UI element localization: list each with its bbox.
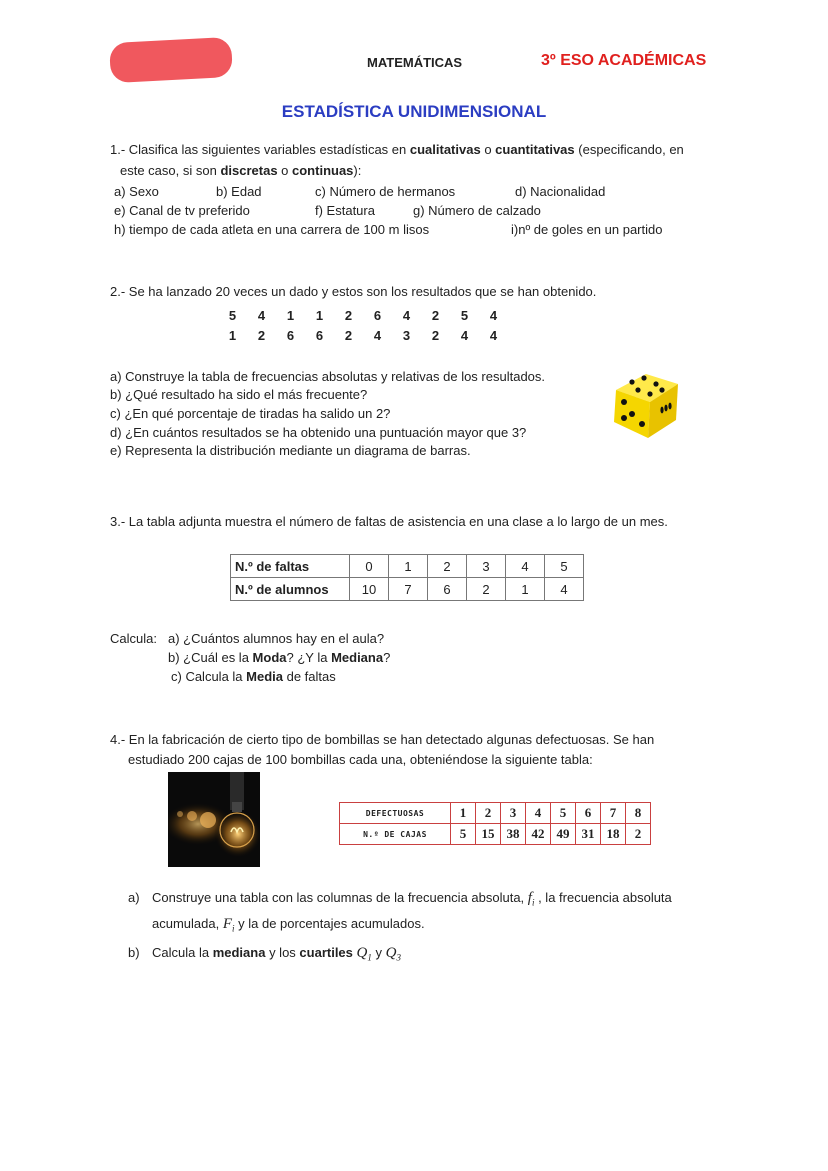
ex1-statement-line2: este caso, si son discretas o continuas):: [120, 163, 362, 178]
course-label: 3º ESO ACADÉMICAS: [541, 52, 707, 69]
table-cell: 1: [389, 555, 428, 578]
table-header-cell: N.º de alumnos: [231, 578, 350, 601]
dice-result-value: 4: [257, 308, 266, 323]
dice-result-value: 2: [257, 328, 266, 343]
ex4-question-b-label: b): [128, 945, 140, 960]
table-cell: 18: [601, 824, 626, 845]
dice-result-value: 4: [489, 328, 498, 343]
table-header-cell: N.º DE CAJAS: [340, 824, 451, 845]
ex4-question-a-label: a): [128, 890, 140, 905]
dice-result-value: 1: [315, 308, 324, 323]
ex3-question-a: a) ¿Cuántos alumnos hay en el aula?: [168, 631, 385, 646]
dice-result-value: 4: [402, 308, 411, 323]
table-row: [340, 803, 651, 824]
table-cell: 6: [576, 803, 601, 824]
defects-table: [339, 802, 651, 845]
ex2-statement: 2.- Se ha lanzado 20 veces un dado y estos son los resultados que se han obtenido.: [110, 284, 597, 299]
ex2-question: c) ¿En qué porcentaje de tiradas ha salido un 2?: [110, 406, 391, 421]
ex1-item: d) Nacionalidad: [515, 184, 606, 199]
ex4-statement-line1: 4.- En la fabricación de cierto tipo de bombillas se han detectado algunas defectuosas. Se han: [110, 732, 655, 747]
table-cell: 8: [626, 803, 651, 824]
table-cell: 4: [506, 555, 545, 578]
ex1-item: a) Sexo: [114, 184, 159, 199]
ex2-question: e) Representa la distribución mediante un diagrama de barras.: [110, 443, 471, 458]
subject-label: MATEMÁTICAS: [367, 55, 463, 70]
ex1-item: i)nº de goles en un partido: [511, 222, 663, 237]
table-cell: 1: [506, 578, 545, 601]
table-cell: 4: [545, 578, 584, 601]
dice-result-value: 4: [460, 328, 469, 343]
dice-result-value: 4: [373, 328, 382, 343]
table-cell: 7: [601, 803, 626, 824]
dice-results-row2: [218, 327, 508, 345]
ex1-statement-line1: 1.- Clasifica las siguientes variables estadísticas en cualitativas o cuantitativas (especificando, en: [110, 142, 684, 157]
table-cell: 2: [476, 803, 501, 824]
table-row: [340, 824, 651, 845]
dice-result-value: 2: [431, 308, 440, 323]
table-cell: 3: [467, 555, 506, 578]
dice-result-value: 5: [460, 308, 469, 323]
dice-result-value: 2: [344, 328, 353, 343]
redacted-name: [109, 37, 233, 83]
ex3-statement: 3.- La tabla adjunta muestra el número de faltas de asistencia en una clase a lo largo de un mes.: [110, 514, 668, 529]
table-cell: 2: [626, 824, 651, 845]
ex4-question-a-line2: acumulada, $F_i$ y la de porcentajes acumulados.: [152, 916, 425, 934]
ex3-question-c: c) Calcula la Media de faltas: [171, 669, 336, 684]
table-cell: 42: [526, 824, 551, 845]
table-cell: 3: [501, 803, 526, 824]
ex3-calc-label: Calcula:: [110, 631, 157, 646]
ex1-item: g) Número de calzado: [413, 203, 541, 218]
ex4-question-a-line1: Construye una tabla con las columnas de la frecuencia absoluta, $f_i$ , la frecuencia absoluta: [152, 890, 672, 908]
ex1-item: b) Edad: [216, 184, 262, 199]
ex3-question-b: b) ¿Cuál es la Moda? ¿Y la Mediana?: [168, 650, 391, 665]
table-cell: 5: [451, 824, 476, 845]
table-cell: 15: [476, 824, 501, 845]
table-cell: 31: [576, 824, 601, 845]
table-cell: 38: [501, 824, 526, 845]
table-cell: 7: [389, 578, 428, 601]
ex1-item: e) Canal de tv preferido: [114, 203, 250, 218]
ex2-question: b) ¿Qué resultado ha sido el más frecuente?: [110, 387, 368, 402]
ex2-question: d) ¿En cuántos resultados se ha obtenido una puntuación mayor que 3?: [110, 425, 527, 440]
ex1-item: f) Estatura: [315, 203, 375, 218]
table-cell: 5: [551, 803, 576, 824]
ex4-statement-line2: estudiado 200 cajas de 100 bombillas cada una, obteniéndose la siguiente tabla:: [128, 752, 593, 767]
table-cell: 1: [451, 803, 476, 824]
dice-result-value: 1: [228, 328, 237, 343]
table-cell: 0: [350, 555, 389, 578]
table-cell: 4: [526, 803, 551, 824]
table-cell: 5: [545, 555, 584, 578]
dice-result-value: 2: [431, 328, 440, 343]
dice-results-row1: [218, 307, 508, 325]
ex1-item: h) tiempo de cada atleta en una carrera de 100 m lisos: [114, 222, 430, 237]
dice-result-value: 5: [228, 308, 237, 323]
table-cell: 10: [350, 578, 389, 601]
dice-result-value: 6: [286, 328, 295, 343]
light-bulbs-image: [168, 772, 260, 867]
table-row: [231, 578, 584, 601]
table-cell: 6: [428, 578, 467, 601]
dice-image: [610, 368, 682, 440]
table-cell: 49: [551, 824, 576, 845]
absences-table: [230, 554, 584, 601]
table-cell: 2: [428, 555, 467, 578]
dice-result-value: 3: [402, 328, 411, 343]
table-cell: 2: [467, 578, 506, 601]
table-header-cell: N.º de faltas: [231, 555, 350, 578]
dice-result-value: 6: [373, 308, 382, 323]
page-title: ESTADÍSTICA UNIDIMENSIONAL: [281, 102, 547, 121]
dice-result-value: 4: [489, 308, 498, 323]
ex2-question: a) Construye la tabla de frecuencias absolutas y relativas de los resultados.: [110, 369, 546, 384]
table-row: [231, 555, 584, 578]
ex1-item: c) Número de hermanos: [315, 184, 456, 199]
dice-result-value: 1: [286, 308, 295, 323]
dice-result-value: 6: [315, 328, 324, 343]
table-header-cell: DEFECTUOSAS: [340, 803, 451, 824]
dice-result-value: 2: [344, 308, 353, 323]
ex4-question-b: Calcula la mediana y los cuartiles $Q_1$ y $Q_3$: [152, 945, 401, 963]
